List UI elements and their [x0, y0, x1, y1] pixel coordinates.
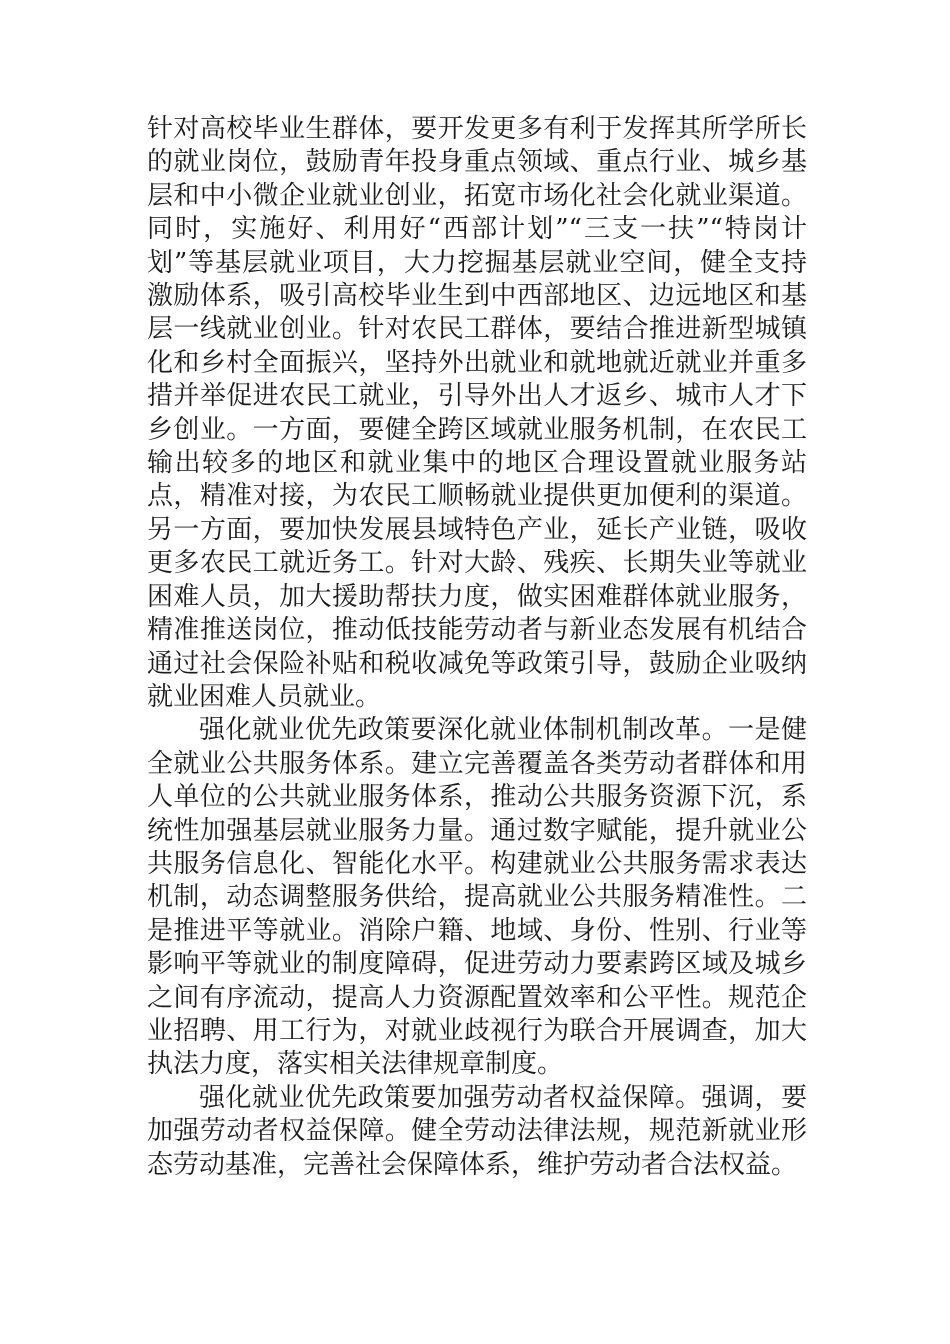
- body-paragraph-3: 强化就业优先政策要加强劳动者权益保障。强调，要加强劳动者权益保障。健全劳动法律法规，规范新就业形态劳动基准，完善社会保障体系，维护劳动者合法权益。: [147, 1082, 807, 1180]
- body-paragraph-2: 强化就业优先政策要深化就业体制机制改革。一是健全就业公共服务体系。建立完善覆盖各类劳动者群体和用人单位的公共就业服务体系，推动公共服务资源下沉，系统性加强基层就业服务力量。通过数字赋能，提升就业公共服务信息化、智能化水平。构建就业公共服务需求表达机制，动态调整服务供给，提高就业公共服务精准性。二是推进平等就业。消除户籍、地域、身份、性别、行业等影响平等就业的制度障碍，促进劳动力要素跨区域及城乡之间有序流动，提高人力资源配置效率和公平性。规范企业招聘、用工行为，对就业歧视行为联合开展调查，加大执法力度，落实相关法律规章制度。: [147, 715, 807, 1080]
- document-page: [147, 113, 807, 1182]
- body-paragraph-1: 针对高校毕业生群体，要开发更多有利于发挥其所学所长的就业岗位，鼓励青年投身重点领域、重点行业、城乡基层和中小微企业就业创业，拓宽市场化社会化就业渠道。同时，实施好、利用好“西部计划”“三支一扶”“特岗计划”等基层就业项目，大力挖掘基层就业空间，健全支持激励体系，吸引高校毕业生到中西部地区、边远地区和基层一线就业创业。针对农民工群体，要结合推进新型城镇化和乡村全面振兴，坚持外出就业和就地就近就业并重多措并举促进农民工就业，引导外出人才返乡、城市人才下乡创业。一方面，要健全跨区域就业服务机制，在农民工输出较多的地区和就业集中的地区合理设置就业服务站点，精准对接，为农民工顺畅就业提供更加便利的渠道。另一方面，要加快发展县域特色产业，延长产业链，吸收更多农民工就近务工。针对大龄、残疾、长期失业等就业困难人员，加大援助帮扶力度，做实困难群体就业服务，精准推送岗位，推动低技能劳动者与新业态发展有机结合通过社会保险补贴和税收减免等政策引导，鼓励企业吸纳就业困难人员就业。: [147, 114, 807, 712]
